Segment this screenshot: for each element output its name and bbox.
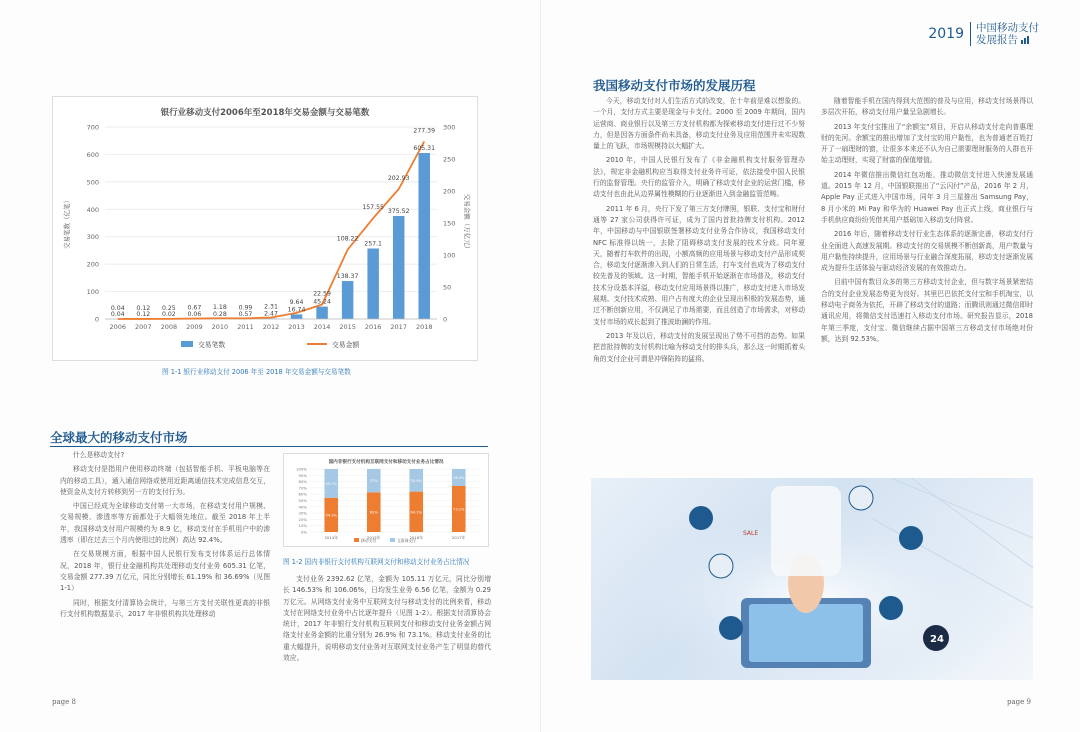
chart2-x-tick: 2015年 (367, 535, 381, 540)
chart1-right-tick: 50 (443, 283, 452, 292)
chart2-segment-label: 64.1% (410, 510, 422, 515)
left-col1-paragraph: 在交易规模方面，根据中国人民银行发布支付体系运行总体情况，2018 年，银行业金融机构共处理移动支付业务 605.31 亿笔，交易金额 277.39 万亿元，同比分别增长 61.19% 和 36.69%（见图 1-1） (60, 550, 270, 593)
right-col1-paragraph: 2010 年，中国人民银行发布了《非金融机构支付服务管理办法》，规定非金融机构应当取得支付业务许可证，依法接受中国人民银行的监督管理。央行的监管介入，明确了移动支付企业的运营门槛，移动支付也由此从边界属性模糊的行业逐渐进入到金融监管范畴。 (593, 156, 805, 199)
chart1-x-tick: 2016 (364, 323, 382, 331)
bar-chart-icon (1021, 35, 1031, 43)
chart1-right-tick: 200 (443, 187, 456, 196)
left-col1-paragraph: 什么是移动支付? (73, 451, 125, 459)
right-page-number: page 9 (1007, 698, 1031, 706)
chart2-y-tick: 0% (300, 529, 307, 535)
chart2-segment-label: 63% (369, 510, 378, 515)
chart1-box (52, 96, 478, 361)
chart1-legend (181, 340, 359, 349)
header-year: 2019 (928, 26, 964, 42)
chart1-legend-bar-label: 交易笔数 (198, 341, 226, 349)
chart2-legend-label: 互联网支付 (397, 538, 416, 543)
right-col1-paragraph: 今天，移动支付对人们生活方式的改变，在十年前是难以想象的。一个月，支付方式主要是现金与卡支付。2000 至 2009 年期间，国内运营商、商业银行以及第三方支付机构都为探索移动支付进行过不少努力，但是因各方面条件尚未具备，移动支付业务及应用范围并未实现数量上的飞跃，市场规模持以大幅扩大。 (593, 97, 805, 151)
chart2-box (283, 453, 489, 547)
right-column-1 (593, 96, 805, 368)
chart1-x-tick: 2018 (415, 323, 433, 331)
chart1-right-tick: 300 (443, 123, 456, 132)
mobile-payment-photo (591, 478, 1033, 680)
chart2-y-tick: 40% (298, 504, 307, 510)
chart1-bar-label: 138.37 (336, 273, 359, 281)
chart2-y-tick: 20% (298, 516, 307, 522)
sale-icon: SALE (743, 530, 759, 537)
chart1-line-label: 277.39 (413, 127, 436, 135)
right-col1-paragraph: 2013 年及以后，移动支付的发展呈现出了势不可挡的态势。如果把首批持牌的支付机构比喻为移动支付的排头兵，那么这一时期抓着头角的支付企业可谓是冲锋陷阵的猛将。 (593, 331, 805, 363)
chart1-x-tick: 2008 (160, 323, 178, 331)
header-title (970, 22, 1039, 46)
chart2-legend-swatch (354, 538, 359, 542)
chart2-title: 国内非银行支付机构互联网支付和移动支付业务占比情况 (328, 460, 444, 465)
chart1-line-label: 0.67 (187, 304, 202, 312)
chart1-left-axis-label: 交易笔数（亿笔） (63, 197, 71, 249)
right-column-2 (821, 96, 1033, 348)
chart2-segment-label: 73.1% (453, 507, 465, 512)
chart1-left-tick: 700 (86, 123, 99, 132)
chart1-line-label: 1.18 (213, 304, 227, 312)
chart1-caption: 图 1-1 银行业移动支付 2006 年至 2018 年交易金额与交易笔数 (162, 368, 351, 376)
chart1-bar-label: 257.1 (364, 240, 383, 248)
left-col1-paragraph: 移动支付是指用户使用移动终端（包括智能手机、平板电脑等在内的移动工具），通入通信网络或使用近距离通信技术完成信息交互，使资金从支付方转移到另一方的支付行为。 (60, 465, 270, 496)
right-col1-paragraph: 2011 年 6 月，央行下发了第三方支付牌照，银联、支付宝和财付通等 27 家公司获得许可证，成为了国内首批持牌支付机构。2012 年，中国移动与中国银联签署移动支付业务合作协议，我国移动支付 NFC 标准得以统一，去除了阻碍移动支付发展的技术分歧。同年夏天，随着打车软件的出现，小额高频的应用场景与移动支付产品形成契合，移动支付逐渐渗入到人们的日常生活，打车支付也成为了移动支付较先普及的领域。这一时期，智能手机开始逐渐在市场普及，移动支付技术分设基本洋溢，移动支付应用场景得以推广，移动支付进入市场发展期。支付技术成熟、用户占有度大的企业呈现出积极的发展态势，通过不断创新应用，不仅满足了市场需要，而且创造了市场需求，对移动支付市场的成长起到了推波助澜的作用。 (593, 204, 805, 326)
chart2-segment-label: 35.9% (410, 478, 422, 483)
chart1-left-tick: 500 (86, 178, 99, 187)
chart1-x-tick: 2014 (313, 323, 331, 331)
left-page-number: page 8 (52, 698, 76, 706)
chart1-x-tick: 2013 (288, 323, 305, 331)
left-col1-paragraph: 中国已经成为全球移动支付第一大市场，在移动支付用户规模、交易规模、渗透率等方面都处于大幅领先地位。截至 2018 年上半年，我国移动支付用户规模约为 8.9 亿，移动支付在手机用户中的渗透率（即在过去三个月内使用过的比例）高达 92.4%。 (60, 502, 270, 545)
right-col2-paragraph: 目前中国有数目众多的第三方移动支付企业，但与数字场景紧密结合的支付企业发展态势更为良好。其里巴巴依托支付宝和手机淘宝，以移动电子商务为依托，开辟了移动支付的道路；而腾讯则通过微信即时通讯应用，将微信支付迅速打入移动支付市场。研究报告显示，2018 年第三季度，支付宝、微信继续占据中国第三方移动支付市场绝对份额，达到 92.53%。 (821, 278, 1033, 343)
chart1-x-tick: 2015 (339, 323, 356, 331)
chart1-bar-label: 0.02 (161, 310, 176, 318)
chart1-bar (291, 314, 302, 319)
chart1-right-tick: 150 (443, 219, 456, 228)
chart2-y-tick: 30% (298, 510, 307, 516)
chart1-bar-label: 0.12 (136, 310, 151, 318)
chart1-line-label: 0.12 (136, 304, 151, 312)
chart1-x-tick: 2017 (390, 323, 407, 331)
chart2-x-tick: 2014年 (324, 535, 338, 540)
chart1-bar-label: 0.28 (213, 310, 227, 318)
chart2-y-tick: 100% (296, 466, 307, 472)
chart1-bar-label: 375.52 (387, 208, 410, 216)
right-col2-paragraph: 2016 年后，随着移动支付行业生态体系的逐渐完善，移动支付行业全面进入高速发展期。移动支付的交易规模不断创新高，用户数量与用户黏性持续提升，应用场景与行业融合深度拓展，移动支付逐渐发展成为提升生活体验与驱动经济发展的有效推动力。 (821, 230, 1033, 273)
right-col2-paragraph: 随着智能手机在国内得到大范围的普及与应用，移动支付场景得以多层次开拓，移动支付用户量呈急剧增长。 (821, 97, 1033, 117)
chart1-line-label: 0.04 (110, 304, 125, 312)
left-column-2 (283, 574, 491, 667)
chart1-left-tick: 400 (86, 205, 99, 214)
chart2-segment-label: 37% (369, 479, 378, 484)
chart1-right-axis-label: 交易金额（万亿元） (463, 193, 471, 253)
right-col2-paragraph: 2013 年支付宝推出了“余额宝”项目，开启从移动支付走向普惠理财的先河。余额宝的推出增加了支付宝的用户黏性，也为普通老百姓打开了一扇理财的窗，让很多本来还不认为自己需要理财服务的人群也开始主动理财，实现了财富的保值增值。 (821, 122, 1033, 165)
chart1-svg (53, 97, 477, 360)
chart1-bar (342, 281, 353, 319)
chart1-line-label: 22.59 (313, 290, 331, 298)
chart1-bar-label: 605.31 (413, 144, 436, 152)
chart2-legend-swatch (390, 538, 395, 542)
chart1-right-tick: 0 (443, 315, 448, 324)
chart1-line-label: 108.22 (336, 235, 359, 243)
chart1-x-tick: 2007 (135, 323, 152, 331)
right-section-title: 我国移动支付市场的发展历程 (593, 78, 756, 93)
chart2-y-tick: 10% (298, 523, 307, 529)
chart1-title: 银行业移动支付2006年至2018年交易金额与交易笔数 (160, 108, 370, 118)
chart2-svg (284, 454, 488, 546)
left-col2-paragraph: 支付业务 2392.62 亿笔，金额为 105.11 万亿元，同比分别增长 146.53% 和 106.06%，日均发生业务 6.56 亿笔，金额为 0.29 万亿元。从网络支付业务中互联网支付与移动支付的比例来看，移动支付在网络支付业务中占比逐年提升（见图 1-2）。根据支付清算协会统计，2017 年非银行支付机构互联网支付和移动支付业务金额占网络支付业务金额的比重分别为 26.9% 和 73.1%。移动支付业务的比重大幅提升，说明移动支付业务对互联网支付业务产生了明显的替代效应。 (283, 575, 491, 663)
chart1-x-tick: 2012 (262, 323, 280, 331)
chart1-bar (367, 248, 378, 319)
header-title-line1: 中国移动支付 (976, 22, 1039, 34)
chart1-line-label: 157.55 (362, 204, 384, 212)
right-page (540, 0, 1080, 732)
chart1-bar (316, 307, 327, 319)
chart1-bar-label: 0.04 (110, 310, 125, 318)
left-section-title: 全球最大的移动支付市场 (50, 430, 188, 445)
left-col1-paragraph: 同时，根据支付清算协会统计，与第三方支付关联性更高的非银行支付机构数据显示，2017 年非银机构共处理移动 (60, 598, 270, 618)
left-title-rule (50, 446, 488, 447)
chart1-bar (393, 216, 404, 319)
chart2-y-tick: 80% (298, 479, 307, 485)
chart1-line-label: 9.64 (289, 298, 304, 306)
chart1-left-tick: 300 (86, 233, 99, 242)
chart2-y-tick: 60% (298, 491, 307, 497)
chart1-bar-label: 0.57 (238, 310, 253, 318)
chart1-x-tick: 2011 (237, 323, 254, 331)
chart2-caption: 图 1-2 国内非银行支付机构互联网支付和移动支付业务占比情况 (283, 558, 470, 566)
chart1-bar-label: 45.24 (313, 298, 331, 306)
chart2-y-tick: 50% (298, 498, 307, 503)
chart1-x-tick: 2006 (109, 323, 127, 331)
chart2-x-tick: 2016年 (409, 535, 423, 540)
chart2-y-tick: 70% (298, 485, 307, 491)
24-hour-icon: 24 (930, 634, 944, 645)
chart1-x-tick: 2009 (186, 323, 203, 331)
chart2-legend-label: 移动支付 (361, 538, 377, 543)
chart2-segment-label: 45.7% (325, 481, 337, 486)
chart2-x-tick: 2017年 (452, 535, 466, 540)
chart1-right-tick: 100 (443, 251, 456, 260)
chart1-left-tick: 0 (94, 315, 99, 324)
header-title-line2: 发展报告 (976, 34, 1018, 46)
chart1-left-tick: 200 (86, 260, 99, 269)
right-col2-paragraph: 2014 年微信推出微信红包功能，推动微信支付进入快速发展通道。2015 年 12 月，中国银联推出了“云闪付”产品，2016 年 2 月，Apple Pay 正式进入中国市场，同年 3 月三星推出 Samsung Pay，8 月小米的 Mi Pay 和华为的 Huawei Pay 也正式上线，商业银行与手机供应商纷纷凭借其用户基础加入移动支付阵营。 (821, 170, 1033, 224)
chart1-bar-label: 0.06 (187, 310, 202, 318)
chart1-line-label: 0.25 (161, 304, 176, 312)
chart2-y-tick: 90% (298, 472, 307, 478)
chart1-line-label: 202.93 (387, 175, 410, 183)
chart1-bar-label: 16.74 (287, 306, 306, 314)
photo-illustration (591, 478, 1033, 680)
chart2-segment-label: 54.3% (325, 513, 337, 518)
chart1-legend-bar-swatch (181, 341, 193, 347)
chart1-left-tick: 600 (86, 150, 99, 159)
chart1-line-label: 2.31 (264, 303, 278, 311)
report-header-logo (928, 22, 1039, 46)
chart1-right-tick: 250 (443, 155, 456, 164)
chart2-segment-label: 26.9% (453, 475, 465, 480)
chart1-bar-label: 2.47 (264, 310, 278, 318)
chart1-line-label: 0.99 (238, 304, 253, 312)
chart1-left-tick: 100 (86, 288, 99, 297)
left-column-1 (60, 450, 270, 623)
chart1-legend-line-label: 交易金额 (332, 341, 360, 349)
chart1-bar (418, 153, 429, 319)
chart1-x-tick: 2010 (211, 323, 229, 331)
